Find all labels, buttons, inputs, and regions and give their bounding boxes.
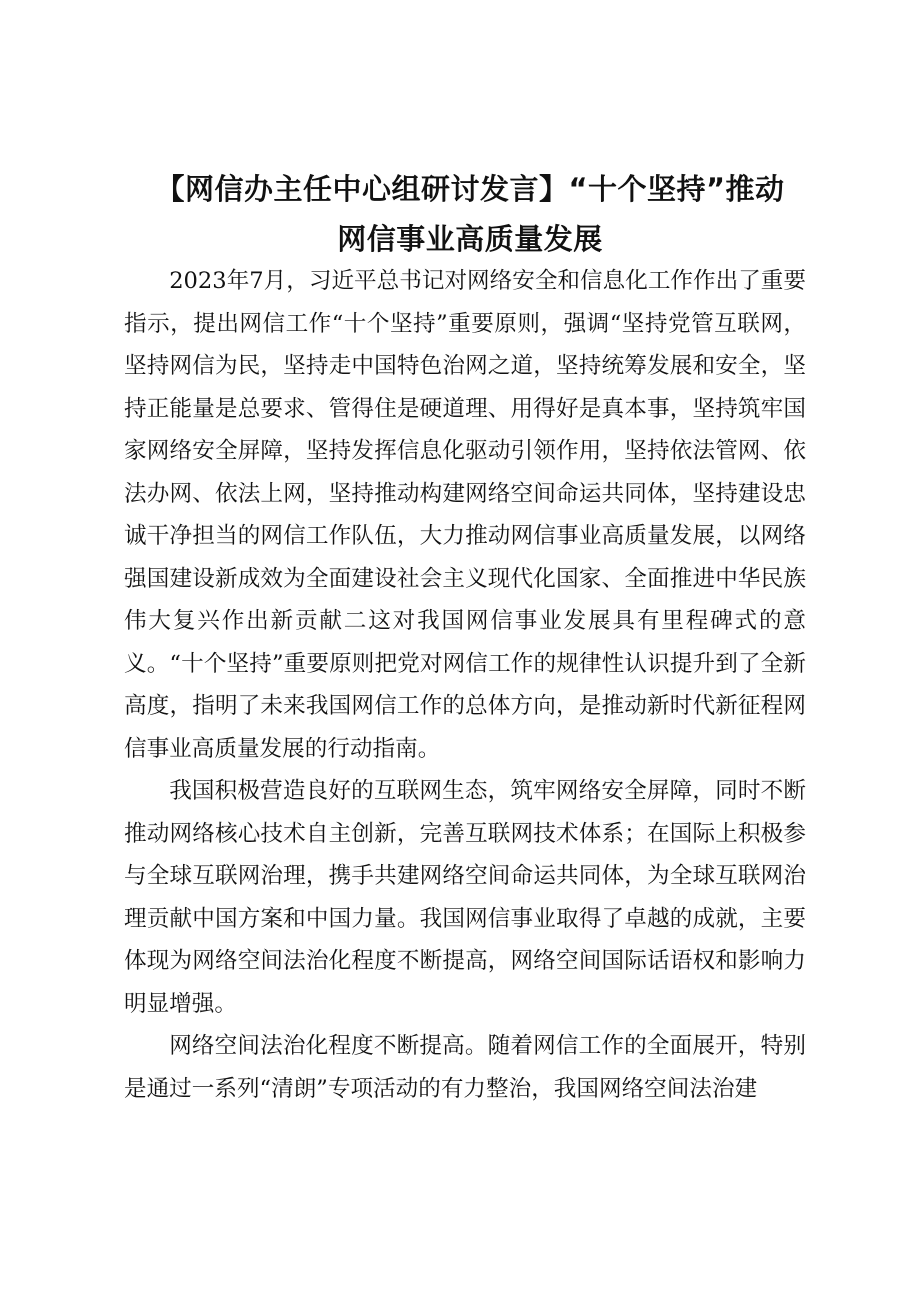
document-title-line-1: 【网信办主任中心组研讨发言】“十个坚持”推动 <box>155 172 785 206</box>
paragraph-3: 网络空间法治化程度不断提高。随着网信工作的全面展开，特别是通过一系列“清朗”专项活动的有力整治，我国网络空间法治建 <box>124 1033 806 1102</box>
paragraph-2: 我国积极营造良好的互联网生态，筑牢网络安全屏障，同时不断推动网络核心技术自主创新，完善互联网技术体系；在国际上积极参与全球互联网治理，携手共建网络空间命运共同体，为全球互联网治理贡献中国方案和中国力量。我国网信事业取得了卓越的成就，主要体现为网络空间法治化程度不断提高，网络空间国际话语权和影响力明显增强。 <box>124 778 806 1017</box>
paragraph-1: 2023年7月，习近平总书记对网络安全和信息化工作作出了重要指示，提出网信工作“十个坚持”重要原则，强调“坚持党管互联网，坚持网信为民，坚持走中国特色治网之道，坚持统筹发展和安全，坚持正能量是总要求、管得住是硬道理、用得好是真本事，坚持筑牢国家网络安全屏障，坚持发挥信息化驱动引领作用，坚持依法管网、依法办网、依法上网，坚持推动构建网络空间命运共同体，坚持建设忠诚干净担当的网信工作队伍，大力推动网信事业高质量发展，以网络强国建设新成效为全面建设社会主义现代化国家、全面推进中华民族伟大复兴作出新贡献二这对我国网信事业发展具有里程碑式的意义。“十个坚持”重要原则把党对网信工作的规律性认识提升到了全新高度，指明了未来我国网信工作的总体方向，是推动新时代新征程网信事业高质量发展的行动指南。 <box>124 268 806 762</box>
document-body <box>124 260 806 1110</box>
document-title-line-2: 网信事业高质量发展 <box>337 222 603 256</box>
